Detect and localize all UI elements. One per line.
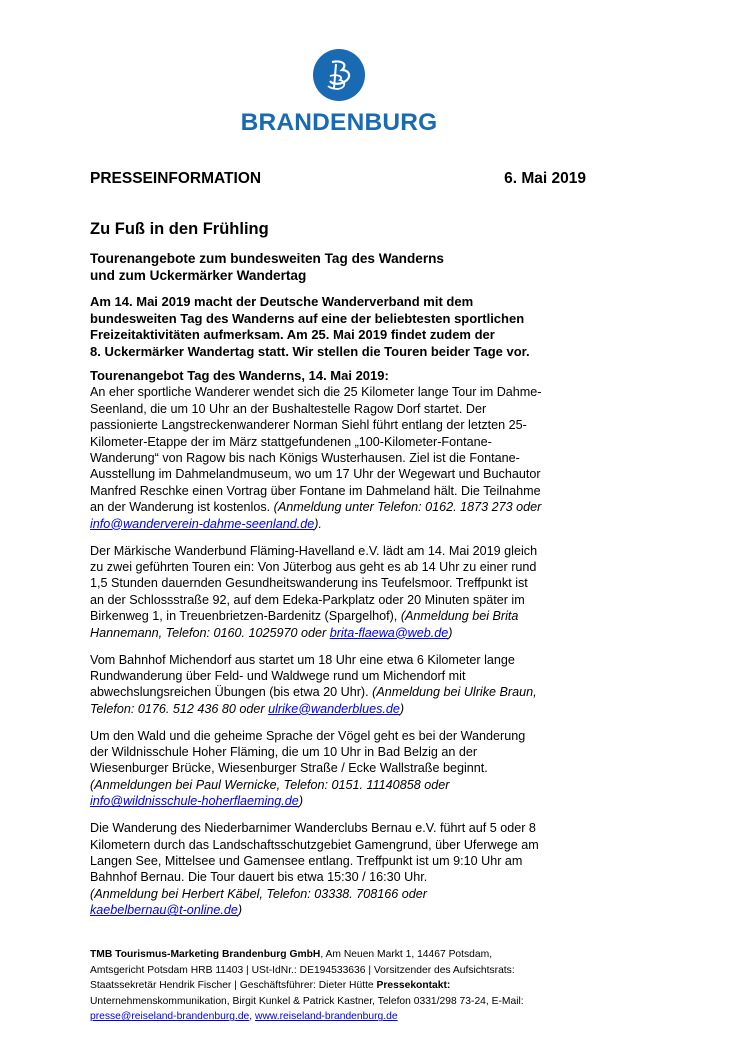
text-line: Wanderung“ von Ragow bis nach Königs Wusterhausen. Ziel ist die Fontane- <box>90 451 520 466</box>
email-link-wanderblues[interactable]: ulrike@wanderblues.de <box>268 701 400 716</box>
text-line: Birkenweg 1, in Treuenbrietzen-Bardenitz (Spargelhof), <box>90 609 401 624</box>
punctuation: ) <box>298 794 304 809</box>
page-title: Zu Fuß in den Frühling <box>90 220 269 238</box>
brandenburg-logo <box>234 48 444 138</box>
footer-line: Amtsgericht Potsdam HRB 11403 | USt-IdNr.: DE194533636 | Vorsitzender des Aufsichtsrats: <box>90 964 515 976</box>
article-body <box>90 368 595 929</box>
registration-note: (Anmeldungen bei Paul Wernicke, Telefon: 0151. 11140858 oder <box>90 777 450 792</box>
text-line: Der Märkische Wanderbund Fläming-Havelland e.V. lädt am 14. Mai 2019 gleich <box>90 543 538 558</box>
text-line: zu zwei geführten Touren ein: Von Jüterbog aus geht es ab 14 Uhr zu einer rund <box>90 559 537 574</box>
text-line: an der Schlossstraße 92, auf dem Edeka-Parkplatz oder 20 Minuten später im <box>90 592 525 607</box>
section-heading: Tourenangebot Tag des Wanderns, 14. Mai 2019: <box>90 368 389 383</box>
lead-paragraph <box>90 294 590 360</box>
registration-note: (Anmeldung bei Ulrike Braun, <box>372 685 537 700</box>
text-line: Vom Bahnhof Michendorf aus startet um 18 Uhr eine etwa 6 Kilometer lange <box>90 652 515 667</box>
lead-line: 8. Uckermärker Wandertag statt. Wir stellen die Touren beider Tage vor. <box>90 343 530 359</box>
website-link[interactable]: www.reiseland-brandenburg.de <box>255 1011 398 1023</box>
separator: , <box>249 1011 256 1023</box>
text-line: Rundwanderung über Feld- und Waldwege rund um Michendorf mit <box>90 668 466 683</box>
text-line: der Wildnisschule Hoher Fläming, die um 10 Uhr in Bad Belzig an der <box>90 745 478 760</box>
text-line: 1,5 Stunden dauernden Gesundheitswanderung ins Teufelsmoor. Treffpunkt ist <box>90 576 528 591</box>
email-link-wildnisschule[interactable]: info@wildnisschule-hoherflaeming.de <box>90 794 299 809</box>
email-link-dahme[interactable]: info@wanderverein-dahme-seenland.de <box>90 516 315 531</box>
registration-note: (Anmeldung unter Telefon: 0162. 1873 273 oder <box>273 500 542 515</box>
registration-note: (Anmeldung bei Brita <box>400 609 519 624</box>
press-date: 6. Mai 2019 <box>504 170 586 187</box>
text-line: Kilometern durch das Landschaftsschutzgebiet Gamengrund, über Uferwege am <box>90 837 539 852</box>
text-line: Seenland, die um 10 Uhr an der Bushaltestelle Ragow Dorf startet. Der <box>90 401 487 416</box>
subtitle <box>90 250 570 284</box>
footer-line: , Am Neuen Markt 1, 14467 Potsdam, <box>320 949 493 960</box>
press-contact-label: Pressekontakt: <box>376 980 451 992</box>
text-line: Manfred Reschke einen Vortrag über Fontane im Dahmeland hält. Die Teilnahme <box>90 483 541 498</box>
text-line: an der Wanderung ist kostenlos. <box>90 500 274 515</box>
header-row <box>90 170 586 188</box>
lead-line: Am 14. Mai 2019 macht der Deutsche Wanderverband mit dem <box>90 294 474 309</box>
press-email-link[interactable]: presse@reiseland-brandenburg.de <box>90 1011 250 1023</box>
footer-line: Staatssekretär Hendrik Fischer | Geschäftsführer: Dieter Hütte <box>90 980 377 992</box>
text-line: Wiesenburger Brücke, Wiesenburger Straße / Ecke Wallstraße beginnt. <box>90 761 488 776</box>
press-label: PRESSEINFORMATION <box>90 170 262 187</box>
company-name: TMB Tourismus-Marketing Brandenburg GmbH <box>90 949 321 960</box>
subtitle-line: Tourenangebote zum bundesweiten Tag des Wanderns <box>90 251 444 266</box>
text-line: Bahnhof Bernau. Die Tour dauert bis etwa 15:30 / 16:30 Uhr. <box>90 870 428 885</box>
text-line: Kilometer-Etappe der im März stattgefundenen „100-Kilometer-Fontane- <box>90 434 492 449</box>
email-link-flaewa[interactable]: brita-flaewa@web.de <box>329 625 449 640</box>
lead-line: bundesweiten Tag des Wanderns auf eine der beliebtesten sportlichen <box>90 310 525 326</box>
section-michendorf <box>90 652 595 718</box>
footer <box>90 947 595 1025</box>
text-line: Ausstellung im Dahmelandmuseum, wo um 17 Uhr der Wegewart und Buchautor <box>90 467 541 482</box>
section-dahme <box>90 368 595 532</box>
registration-note: (Anmeldung bei Herbert Käbel, Telefon: 03338. 708166 oder <box>90 886 428 901</box>
brand-wordmark: BRANDENBURG <box>240 109 438 136</box>
lead-line: Freizeitaktivitäten aufmerksam. Am 25. Mai 2019 findet zudem der <box>90 327 495 343</box>
text-line: Die Wanderung des Niederbarnimer Wanderclubs Bernau e.V. führt auf 5 oder 8 <box>90 821 536 836</box>
subtitle-line: und zum Uckermärker Wandertag <box>90 268 307 283</box>
punctuation: ) <box>399 701 405 716</box>
text-line: Um den Wald und die geheime Sprache der Vögel geht es bei der Wanderung <box>90 728 526 743</box>
text-line: Langen See, Mittelsee und Gamensee entlang. Treffpunkt ist um 9:10 Uhr am <box>90 853 523 868</box>
section-wildnisschule <box>90 728 595 810</box>
footer-line: Unternehmenskommunikation, Birgit Kunkel & Patrick Kastner, Telefon 0331/298 73-24, E-Mail: <box>90 995 524 1007</box>
email-link-bernau[interactable]: kaebelbernau@t-online.de <box>90 903 238 918</box>
registration-note: Telefon: 0176. 512 436 80 oder <box>90 701 269 716</box>
punctuation: ) <box>237 903 243 918</box>
section-bernau <box>90 820 595 918</box>
section-flaeming <box>90 543 595 641</box>
registration-note: Hannemann, Telefon: 0160. 1025970 oder <box>90 625 330 640</box>
punctuation: ). <box>314 516 322 531</box>
text-line: An eher sportliche Wanderer wendet sich die 25 Kilometer lange Tour im Dahme- <box>90 385 542 400</box>
brandenburg-emblem-icon <box>312 48 366 102</box>
punctuation: ) <box>448 625 453 640</box>
text-line: passionierte Langstreckenwanderer Norman Siehl führt entlang der letzten 25- <box>90 418 527 433</box>
text-line: abwechslungsreichen Übungen (bis etwa 20 Uhr). <box>90 685 373 700</box>
